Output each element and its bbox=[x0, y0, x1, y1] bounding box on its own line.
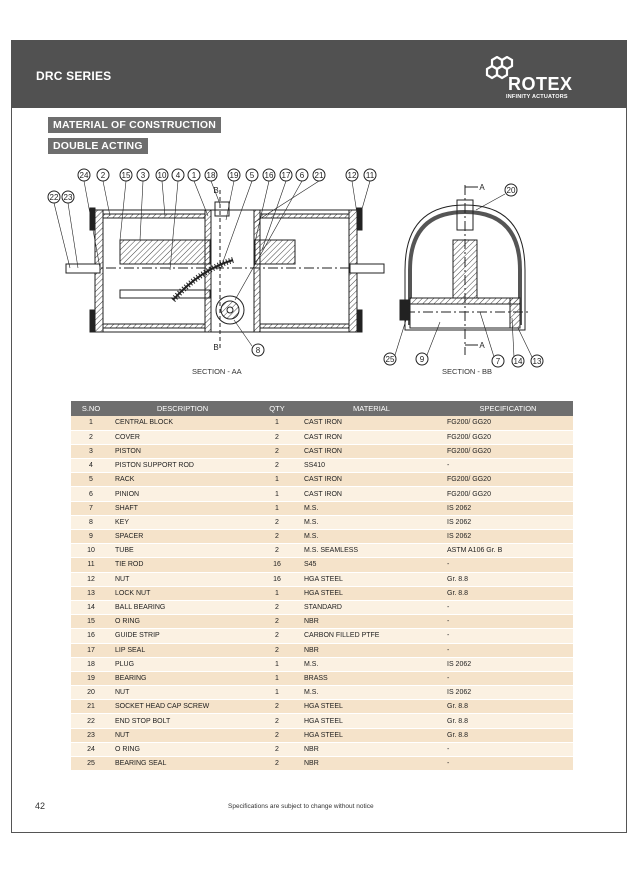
cell-sno: 23 bbox=[71, 728, 111, 742]
cell-material: HGA STEEL bbox=[300, 728, 443, 742]
cell-specification: FG200/ GG20 bbox=[443, 416, 573, 430]
table-row bbox=[71, 629, 573, 643]
table-row bbox=[71, 473, 573, 487]
cell-sno: 8 bbox=[71, 515, 111, 529]
cell-specification: - bbox=[443, 615, 573, 629]
callout-22: 22 bbox=[49, 193, 59, 202]
header-sno: S.NO bbox=[71, 401, 111, 416]
cell-sno: 16 bbox=[71, 629, 111, 643]
section-mark-a-top: A bbox=[479, 183, 485, 192]
cell-qty: 16 bbox=[254, 558, 300, 572]
table-row bbox=[71, 742, 573, 756]
cell-material: S45 bbox=[300, 558, 443, 572]
cell-specification: IS 2062 bbox=[443, 686, 573, 700]
cell-description: LOCK NUT bbox=[111, 586, 254, 600]
cell-material: CAST IRON bbox=[300, 473, 443, 487]
callout-18: 18 bbox=[206, 171, 216, 180]
table-row bbox=[71, 714, 573, 728]
table-row bbox=[71, 572, 573, 586]
cell-material: HGA STEEL bbox=[300, 572, 443, 586]
section-aa-drawing bbox=[63, 190, 384, 350]
section-mark-b-bottom: B bbox=[213, 343, 219, 352]
cell-material: M.S. bbox=[300, 530, 443, 544]
cell-qty: 2 bbox=[254, 700, 300, 714]
cell-description: O RING bbox=[111, 615, 254, 629]
cell-material: NBR bbox=[300, 615, 443, 629]
cell-specification: Gr. 8.8 bbox=[443, 714, 573, 728]
cell-description: NUT bbox=[111, 572, 254, 586]
cell-specification: IS 2062 bbox=[443, 501, 573, 515]
table-row bbox=[71, 459, 573, 473]
callout-1: 1 bbox=[191, 171, 197, 180]
cell-sno: 9 bbox=[71, 530, 111, 544]
callout-25: 25 bbox=[385, 355, 395, 364]
cell-sno: 22 bbox=[71, 714, 111, 728]
rotex-logo bbox=[482, 52, 592, 104]
cell-description: RACK bbox=[111, 473, 254, 487]
callout-5: 5 bbox=[249, 171, 255, 180]
callout-8: 8 bbox=[255, 346, 261, 355]
cell-description: NUT bbox=[111, 686, 254, 700]
cell-specification: IS 2062 bbox=[443, 515, 573, 529]
cell-qty: 1 bbox=[254, 657, 300, 671]
callout-21: 21 bbox=[314, 171, 324, 180]
callout-23: 23 bbox=[63, 193, 73, 202]
cell-material: HGA STEEL bbox=[300, 586, 443, 600]
header-material: MATERIAL bbox=[300, 401, 443, 416]
cell-qty: 2 bbox=[254, 757, 300, 771]
cell-specification: Gr. 8.8 bbox=[443, 700, 573, 714]
cell-description: BEARING bbox=[111, 671, 254, 685]
cell-specification: IS 2062 bbox=[443, 657, 573, 671]
cell-qty: 1 bbox=[254, 416, 300, 430]
cell-material: M.S. SEAMLESS bbox=[300, 544, 443, 558]
double-acting-tag: DOUBLE ACTING bbox=[48, 138, 148, 154]
cell-material: M.S. bbox=[300, 657, 443, 671]
cell-description: PINION bbox=[111, 487, 254, 501]
callout-24: 24 bbox=[79, 171, 89, 180]
cell-specification: FG200/ GG20 bbox=[443, 444, 573, 458]
cell-material: NBR bbox=[300, 742, 443, 756]
callout-14: 14 bbox=[513, 357, 523, 366]
material-of-construction-tag: MATERIAL OF CONSTRUCTION bbox=[48, 117, 221, 133]
cell-qty: 1 bbox=[254, 501, 300, 515]
table-row bbox=[71, 501, 573, 515]
cell-specification: - bbox=[443, 671, 573, 685]
section-bb-label: SECTION - BB bbox=[442, 367, 493, 376]
cell-qty: 2 bbox=[254, 714, 300, 728]
cell-qty: 1 bbox=[254, 473, 300, 487]
cell-specification: - bbox=[443, 600, 573, 614]
header-qty: QTY bbox=[254, 401, 300, 416]
cell-description: SPACER bbox=[111, 530, 254, 544]
cell-description: O RING bbox=[111, 742, 254, 756]
cell-qty: 2 bbox=[254, 444, 300, 458]
cell-sno: 2 bbox=[71, 430, 111, 444]
table-row bbox=[71, 558, 573, 572]
cell-specification: - bbox=[443, 757, 573, 771]
cell-material: CAST IRON bbox=[300, 416, 443, 430]
cell-sno: 13 bbox=[71, 586, 111, 600]
cell-qty: 2 bbox=[254, 615, 300, 629]
cell-qty: 2 bbox=[254, 544, 300, 558]
cell-description: PISTON SUPPORT ROD bbox=[111, 459, 254, 473]
cell-material: CAST IRON bbox=[300, 430, 443, 444]
cell-qty: 2 bbox=[254, 728, 300, 742]
callout-19: 19 bbox=[229, 171, 239, 180]
cell-specification: FG200/ GG20 bbox=[443, 430, 573, 444]
cell-sno: 1 bbox=[71, 416, 111, 430]
cell-qty: 2 bbox=[254, 530, 300, 544]
cell-specification: - bbox=[443, 629, 573, 643]
page-number: 42 bbox=[35, 801, 46, 811]
cell-material: M.S. bbox=[300, 515, 443, 529]
table-header-row bbox=[71, 401, 573, 416]
cell-qty: 2 bbox=[254, 600, 300, 614]
cell-qty: 2 bbox=[254, 643, 300, 657]
cell-sno: 15 bbox=[71, 615, 111, 629]
cell-sno: 10 bbox=[71, 544, 111, 558]
cell-qty: 2 bbox=[254, 430, 300, 444]
cell-material: NBR bbox=[300, 643, 443, 657]
cell-material: BRASS bbox=[300, 671, 443, 685]
cell-material: CAST IRON bbox=[300, 444, 443, 458]
cell-description: PISTON bbox=[111, 444, 254, 458]
cell-sno: 14 bbox=[71, 600, 111, 614]
table-row bbox=[71, 686, 573, 700]
table-row bbox=[71, 544, 573, 558]
callout-2: 2 bbox=[100, 171, 106, 180]
cell-material: M.S. bbox=[300, 686, 443, 700]
cell-sno: 21 bbox=[71, 700, 111, 714]
cell-specification: IS 2062 bbox=[443, 530, 573, 544]
callout-9: 9 bbox=[419, 355, 425, 364]
cell-description: CENTRAL BLOCK bbox=[111, 416, 254, 430]
callout-12: 12 bbox=[347, 171, 357, 180]
table-row bbox=[71, 757, 573, 771]
callout-4: 4 bbox=[175, 171, 181, 180]
cell-sno: 17 bbox=[71, 643, 111, 657]
cell-description: COVER bbox=[111, 430, 254, 444]
cell-qty: 2 bbox=[254, 742, 300, 756]
cell-specification: FG200/ GG20 bbox=[443, 473, 573, 487]
cell-sno: 25 bbox=[71, 757, 111, 771]
cell-material: NBR bbox=[300, 757, 443, 771]
table-row bbox=[71, 657, 573, 671]
sectional-drawing bbox=[40, 160, 600, 390]
cell-material: SS410 bbox=[300, 459, 443, 473]
table-row bbox=[71, 615, 573, 629]
table-row bbox=[71, 487, 573, 501]
callout-7: 7 bbox=[495, 357, 501, 366]
cell-description: END STOP BOLT bbox=[111, 714, 254, 728]
cell-qty: 1 bbox=[254, 487, 300, 501]
cell-qty: 2 bbox=[254, 515, 300, 529]
table-row bbox=[71, 728, 573, 742]
cell-sno: 20 bbox=[71, 686, 111, 700]
callout-10: 10 bbox=[157, 171, 167, 180]
footer-note: Specifications are subject to change without notice bbox=[228, 803, 374, 810]
table-row bbox=[71, 643, 573, 657]
table-row bbox=[71, 430, 573, 444]
callout-16: 16 bbox=[264, 171, 274, 180]
callout-17: 17 bbox=[281, 171, 291, 180]
cell-description: BALL BEARING bbox=[111, 600, 254, 614]
cell-description: LIP SEAL bbox=[111, 643, 254, 657]
section-mark-a-bottom: A bbox=[479, 341, 485, 350]
parts-table bbox=[71, 401, 573, 771]
cell-sno: 24 bbox=[71, 742, 111, 756]
section-mark-b-top: B bbox=[213, 186, 219, 195]
cell-description: TIE ROD bbox=[111, 558, 254, 572]
cell-specification: - bbox=[443, 742, 573, 756]
brand-tagline: INFINITY ACTUATORS bbox=[506, 94, 568, 100]
cell-material: M.S. bbox=[300, 501, 443, 515]
callout-3: 3 bbox=[140, 171, 146, 180]
cell-specification: - bbox=[443, 558, 573, 572]
cell-specification: FG200/ GG20 bbox=[443, 487, 573, 501]
header-specification: SPECIFICATION bbox=[443, 401, 573, 416]
cell-specification: - bbox=[443, 459, 573, 473]
callout-11: 11 bbox=[365, 171, 375, 180]
cell-qty: 1 bbox=[254, 686, 300, 700]
cell-specification: - bbox=[443, 643, 573, 657]
table-row bbox=[71, 700, 573, 714]
cell-material: CAST IRON bbox=[300, 487, 443, 501]
cell-description: TUBE bbox=[111, 544, 254, 558]
cell-material: HGA STEEL bbox=[300, 714, 443, 728]
callout-15: 15 bbox=[121, 171, 131, 180]
cell-sno: 5 bbox=[71, 473, 111, 487]
cell-description: GUIDE STRIP bbox=[111, 629, 254, 643]
section-aa-label: SECTION - AA bbox=[192, 367, 242, 376]
table-row bbox=[71, 444, 573, 458]
cell-qty: 1 bbox=[254, 671, 300, 685]
cell-qty: 2 bbox=[254, 459, 300, 473]
cell-specification: ASTM A106 Gr. B bbox=[443, 544, 573, 558]
callout-13: 13 bbox=[532, 357, 542, 366]
cell-sno: 4 bbox=[71, 459, 111, 473]
cell-description: BEARING SEAL bbox=[111, 757, 254, 771]
cell-qty: 2 bbox=[254, 629, 300, 643]
cell-description: PLUG bbox=[111, 657, 254, 671]
cell-description: KEY bbox=[111, 515, 254, 529]
table-row bbox=[71, 586, 573, 600]
cell-sno: 7 bbox=[71, 501, 111, 515]
cell-description: NUT bbox=[111, 728, 254, 742]
table-row bbox=[71, 530, 573, 544]
table-row bbox=[71, 671, 573, 685]
series-title: DRC SERIES bbox=[36, 69, 112, 83]
cell-qty: 1 bbox=[254, 586, 300, 600]
cell-specification: Gr. 8.8 bbox=[443, 586, 573, 600]
cell-sno: 12 bbox=[71, 572, 111, 586]
cell-sno: 11 bbox=[71, 558, 111, 572]
table-row bbox=[71, 416, 573, 430]
cell-qty: 16 bbox=[254, 572, 300, 586]
parts-table-body bbox=[71, 416, 573, 771]
callout-20: 20 bbox=[506, 186, 516, 195]
callout-6: 6 bbox=[299, 171, 305, 180]
cell-sno: 3 bbox=[71, 444, 111, 458]
header-description: DESCRIPTION bbox=[111, 401, 254, 416]
cell-specification: Gr. 8.8 bbox=[443, 728, 573, 742]
table-row bbox=[71, 600, 573, 614]
cell-sno: 18 bbox=[71, 657, 111, 671]
section-bb-drawing bbox=[400, 185, 530, 355]
cell-sno: 19 bbox=[71, 671, 111, 685]
table-row bbox=[71, 515, 573, 529]
cell-description: SHAFT bbox=[111, 501, 254, 515]
cell-material: STANDARD bbox=[300, 600, 443, 614]
brand-name: ROTEX bbox=[508, 74, 573, 94]
cell-material: CARBON FILLED PTFE bbox=[300, 629, 443, 643]
cell-specification: Gr. 8.8 bbox=[443, 572, 573, 586]
cell-description: SOCKET HEAD CAP SCREW bbox=[111, 700, 254, 714]
cell-material: HGA STEEL bbox=[300, 700, 443, 714]
cell-sno: 6 bbox=[71, 487, 111, 501]
